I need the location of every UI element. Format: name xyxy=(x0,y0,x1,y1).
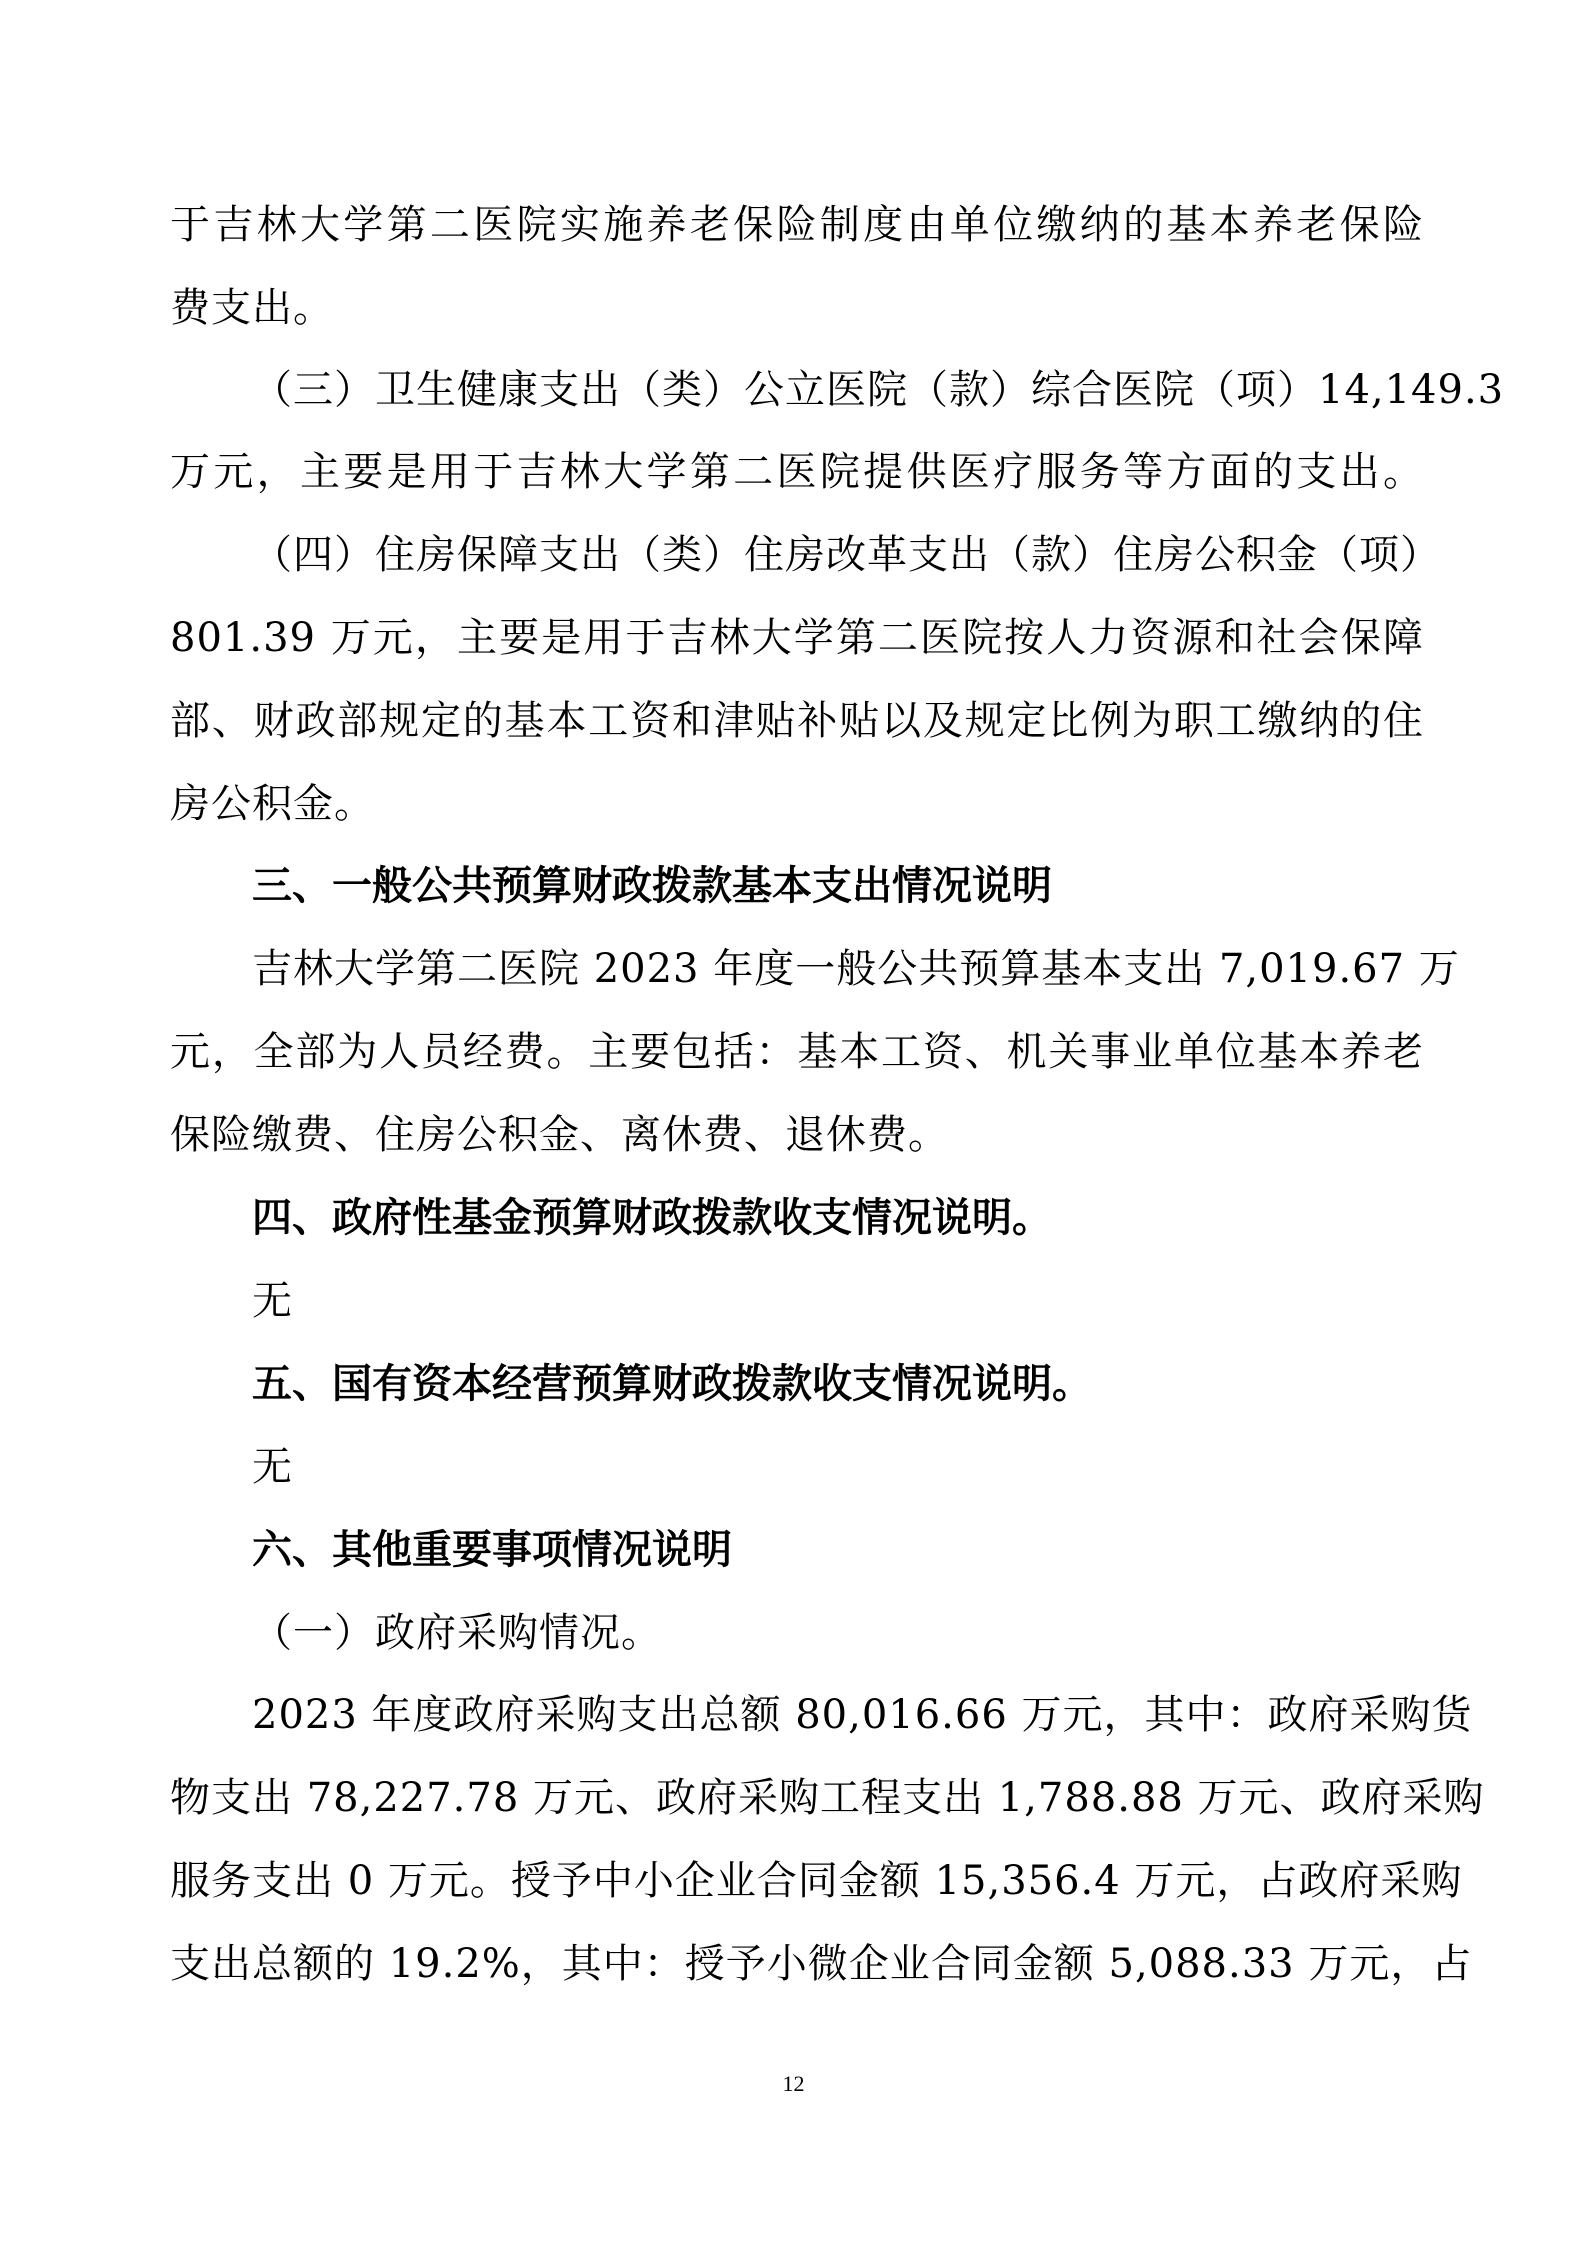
paragraph-line: 于吉林大学第二医院实施养老保险制度由单位缴纳的基本养老保险 xyxy=(170,202,1424,248)
paragraph-line: 万元，主要是用于吉林大学第二医院提供医疗服务等方面的支出。 xyxy=(170,449,1424,495)
paragraph-line: 吉林大学第二医院 2023 年度一般公共预算基本支出 7,019.67 万 xyxy=(252,946,1460,992)
section-heading: 五、国有资本经营预算财政拨款收支情况说明。 xyxy=(252,1361,1092,1407)
paragraph-line: 物支出 78,227.78 万元、政府采购工程支出 1,788.88 万元、政府采购 xyxy=(170,1775,1485,1821)
subsection-heading: （一）政府采购情况。 xyxy=(252,1610,662,1656)
paragraph-line: 元，全部为人员经费。主要包括：基本工资、机关事业单位基本养老 xyxy=(170,1029,1424,1075)
paragraph-line: 无 xyxy=(252,1444,293,1490)
paragraph-line: 保险缴费、住房公积金、离休费、退休费。 xyxy=(170,1112,949,1158)
section-heading: 四、政府性基金预算财政拨款收支情况说明。 xyxy=(252,1195,1052,1241)
page-number: 12 xyxy=(782,2071,805,2096)
paragraph-line: 801.39 万元，主要是用于吉林大学第二医院按人力资源和社会保障 xyxy=(170,615,1424,661)
paragraph-line: （四）住房保障支出（类）住房改革支出（款）住房公积金（项） xyxy=(252,532,1441,578)
paragraph-line: 费支出。 xyxy=(170,285,334,331)
paragraph-line: 服务支出 0 万元。授予中小企业合同金额 15,356.4 万元，占政府采购 xyxy=(170,1858,1463,1904)
paragraph-line: 房公积金。 xyxy=(170,781,375,827)
section-heading: 六、其他重要事项情况说明 xyxy=(252,1527,732,1573)
paragraph-line: 部、财政部规定的基本工资和津贴补贴以及规定比例为职工缴纳的住 xyxy=(170,698,1424,744)
paragraph-line: 2023 年度政府采购支出总额 80,016.66 万元，其中：政府采购货 xyxy=(252,1692,1473,1738)
section-heading: 三、一般公共预算财政拨款基本支出情况说明 xyxy=(252,863,1052,909)
paragraph-line: （三）卫生健康支出（类）公立医院（款）综合医院（项）14,149.3 xyxy=(252,367,1505,413)
paragraph-line: 无 xyxy=(252,1278,293,1324)
paragraph-line: 支出总额的 19.2%，其中：授予小微企业合同金额 5,088.33 万元，占 xyxy=(170,1941,1473,1987)
